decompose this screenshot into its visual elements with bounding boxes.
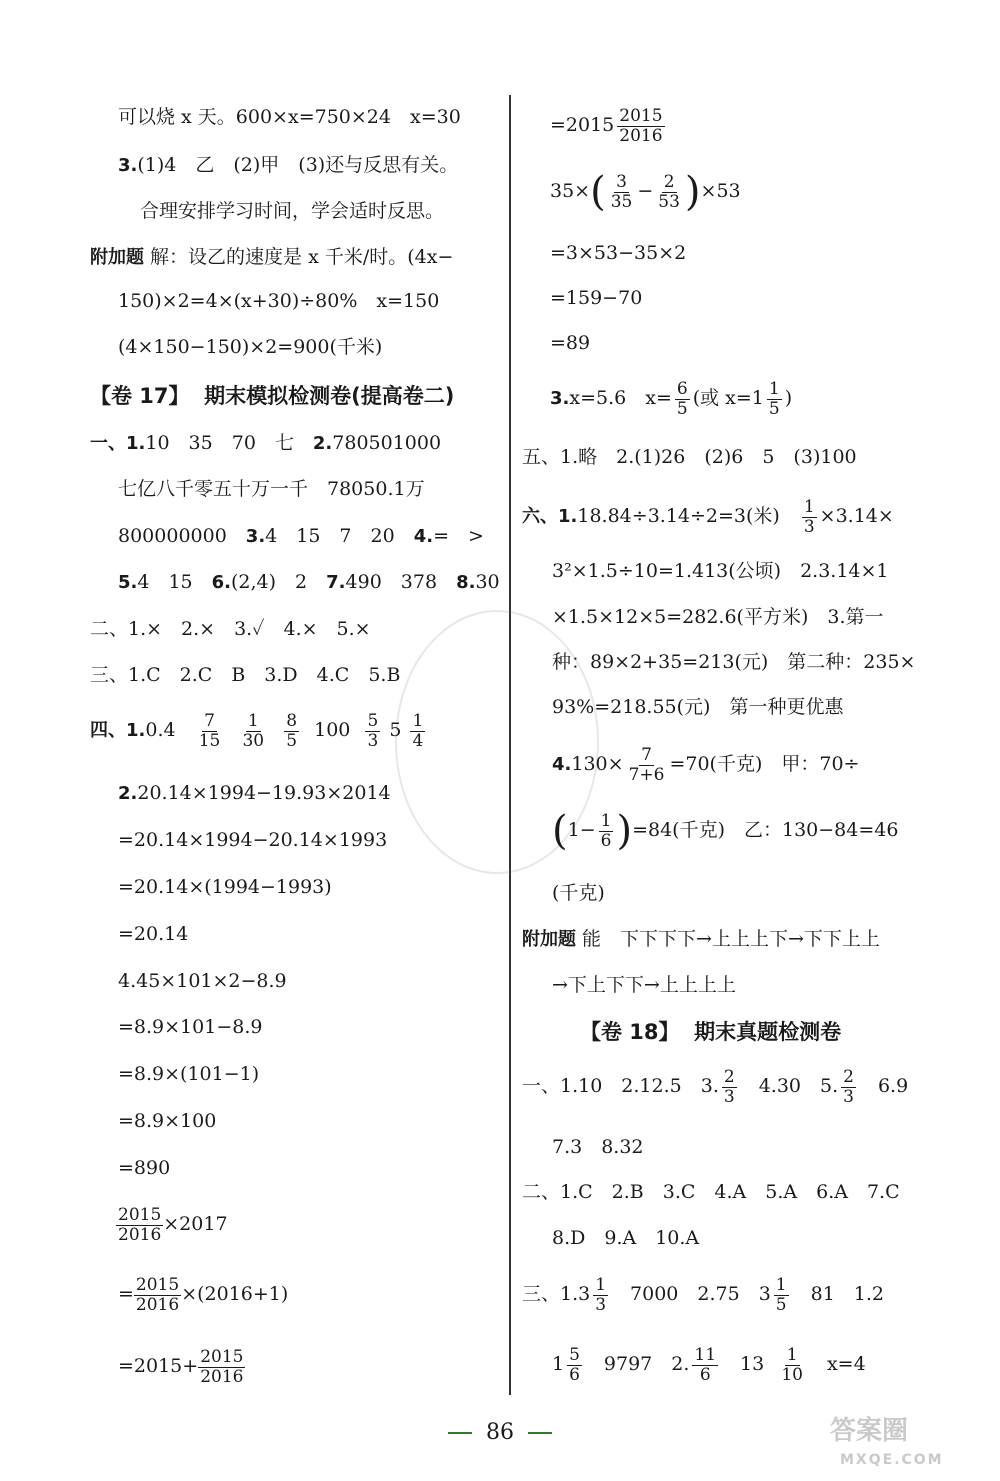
answer-text: 490 378 [345, 571, 457, 593]
answer-text: 35× [550, 180, 591, 203]
answer-text: ×53 [700, 180, 741, 203]
section-label: 【卷 18】 [580, 1020, 680, 1044]
item-number: 2. [118, 783, 138, 804]
fraction: $\frac{1}{4}$ [412, 711, 424, 751]
line [118, 784, 391, 803]
line: ×1.5×12×5=282.6(平方米) 3.第一 [552, 606, 884, 628]
line: 7.3 8.32 [552, 1136, 644, 1158]
answer-text: =70(千克) 甲：70÷ [669, 753, 860, 776]
page-number-dash [448, 1432, 472, 1434]
answer-text: 6.9 [858, 1075, 909, 1098]
fraction: $\frac{2015}{2016}$ [118, 1205, 162, 1245]
answer-text: ×3.14× [819, 505, 894, 528]
fraction: $\frac{7}{7+6}$ [628, 745, 665, 785]
line: 七亿八千零五十万一千 78050.1万 [118, 478, 425, 500]
section-heading-18 [580, 1022, 841, 1043]
line [118, 527, 484, 546]
answer-text: x=4 [807, 1353, 866, 1376]
fraction: $\frac{2}{53}$ [658, 172, 680, 212]
line [552, 808, 899, 855]
line: 3²×1.5÷10=1.413(公顷) 2.3.14×1 [552, 560, 889, 582]
section-title: 期末真题检测卷 [694, 1020, 842, 1044]
line: =89 [550, 332, 591, 354]
line [522, 1068, 908, 1106]
item-number: 4. [413, 526, 434, 547]
line [522, 498, 894, 536]
answer-text: = [118, 1283, 134, 1306]
line: (4×150−150)×2=900(千米) [118, 336, 383, 358]
line: 4.45×101×2−8.9 [118, 970, 287, 992]
answer-text: =84(千克) 乙：130−84=46 [632, 819, 899, 842]
fraction: $\frac{11}{6}$ [694, 1345, 717, 1385]
line: 可以烧 x 天。600×x=750×24 x=30 [118, 106, 461, 128]
answer-text: =2015 [550, 114, 615, 137]
line: 合理安排学习时间，学会适时反思。 [140, 200, 445, 222]
answer-text: = > [433, 525, 484, 547]
line [552, 1346, 866, 1384]
answer-text: 800000000 [118, 525, 246, 547]
fraction: $\frac{3}{35}$ [610, 172, 633, 212]
line: 93%=218.55(元) 第一种更优惠 [552, 696, 844, 718]
line: =159−70 [550, 287, 643, 309]
paren: ( [590, 169, 606, 216]
line: 三、1.C 2.C B 3.D 4.C 5.B [90, 664, 401, 686]
fraction: $\frac{1}{30}$ [242, 711, 265, 751]
paren: ) [616, 808, 633, 855]
line [522, 1276, 884, 1314]
watermark-logo: 答案圈 [830, 1416, 909, 1446]
line [550, 380, 792, 418]
answer-text: 0.4 [145, 719, 176, 742]
item-number: 四、1. [90, 720, 146, 742]
answer-text: =2015+ [118, 1355, 199, 1378]
answer-text: 7000 2.75 3 [611, 1283, 771, 1306]
line: 种：89×2+35=213(元) 第二种：235× [552, 651, 916, 673]
item-number: 六、1. [522, 506, 578, 528]
page-number-text: 86 [486, 1420, 514, 1445]
item-number: 6. [211, 572, 232, 593]
line [118, 1276, 288, 1314]
fraction: $\frac{2015}{2016}$ [200, 1347, 244, 1387]
answer-text: 4 15 [137, 571, 212, 593]
answer-text: 9797 2. [584, 1353, 690, 1376]
answer-text: 解：设乙的速度是 x 千米/时。(4x− [150, 246, 454, 268]
line: =3×53−35×2 [550, 242, 687, 264]
answer-text: x=5.6 x= [569, 387, 672, 410]
line: 二、1.C 2.B 3.C 4.A 5.A 6.A 7.C [522, 1181, 900, 1203]
section-title: 期末模拟检测卷(提高卷二) [204, 384, 455, 408]
answer-text: 三、1.3 [522, 1283, 591, 1306]
item-number: 8. [456, 572, 476, 593]
answer-text: 1 [552, 1353, 565, 1376]
line: =8.9×(101−1) [118, 1063, 260, 1085]
fraction: $\frac{1}{10}$ [781, 1345, 803, 1385]
answer-text: ) [784, 387, 793, 410]
fraction: $\frac{8}{5}$ [286, 711, 298, 751]
fraction: $\frac{1}{3}$ [803, 497, 815, 537]
answer-text: 130× [571, 753, 624, 776]
line [90, 434, 441, 453]
fraction: $\frac{2}{3}$ [843, 1067, 854, 1107]
line: =20.14×1994−20.14×1993 [118, 829, 388, 851]
answer-text: 30 [475, 571, 500, 593]
answer-text: ×2017 [163, 1213, 228, 1236]
fraction: $\frac{6}{5}$ [676, 379, 688, 419]
page-number-dash [528, 1432, 552, 1434]
line [116, 1206, 228, 1244]
line [118, 573, 500, 592]
fraction: $\frac{2015}{2016}$ [619, 106, 663, 146]
fraction: $\frac{1}{5}$ [768, 379, 780, 419]
answer-text: 13 [721, 1353, 765, 1376]
answer-text: 4 15 7 20 [265, 525, 414, 547]
bonus-label: 附加题 [90, 247, 144, 268]
line: =8.9×100 [118, 1110, 217, 1132]
answer-text: 能 下下下下→上上上下→下下上上 [582, 928, 880, 950]
answer-text: 一、1.10 2.12.5 3. [522, 1075, 719, 1098]
line [550, 107, 668, 145]
item-number: 3. [245, 526, 266, 547]
fraction: $\frac{5}{3}$ [367, 711, 379, 751]
line: =20.14×(1994−1993) [118, 876, 332, 898]
item-number: 一、1. [90, 433, 146, 454]
line [550, 169, 741, 216]
line: 8.D 9.A 10.A [552, 1227, 700, 1249]
line: (千克) [552, 882, 605, 904]
line: →下上下下→上上上上 [552, 974, 736, 996]
answer-text: 1− [567, 819, 596, 842]
item-number: 2. [312, 433, 333, 454]
line: =890 [118, 1157, 171, 1179]
line: =8.9×101−8.9 [118, 1016, 263, 1038]
item-number: 4. [552, 754, 572, 776]
section-heading-17 [90, 386, 454, 407]
fraction: $\frac{2}{3}$ [723, 1067, 735, 1107]
answer-text: (或 x=1 [692, 387, 764, 410]
fraction: $\frac{2015}{2016}$ [135, 1275, 180, 1315]
section-label: 【卷 17】 [90, 384, 190, 408]
operator: − [637, 180, 654, 203]
bonus-label: 附加题 [522, 929, 576, 950]
item-number: 3. [550, 388, 570, 410]
answer-text: (1)4 乙 (2)甲 (3)还与反思有关。 [137, 154, 459, 176]
line [552, 746, 859, 784]
fraction: $\frac{1}{5}$ [775, 1275, 787, 1315]
line [90, 248, 453, 267]
answer-text: 4.30 5. [739, 1075, 839, 1098]
fraction: $\frac{7}{15}$ [198, 711, 221, 751]
item-number: 7. [326, 572, 346, 593]
line: 150)×2=4×(x+30)÷80% x=150 [118, 290, 440, 312]
line [118, 1348, 245, 1386]
answer-text: 5 [389, 719, 402, 742]
fraction: $\frac{5}{6}$ [569, 1345, 580, 1385]
line [118, 156, 458, 175]
item-number: 3. [118, 155, 138, 176]
item-number: 5. [118, 572, 138, 593]
answer-text: 18.84÷3.14÷2=3(米) [577, 505, 799, 528]
fraction: $\frac{1}{6}$ [600, 811, 612, 851]
line: 五、1.略 2.(1)26 (2)6 5 (3)100 [522, 446, 857, 468]
fraction: $\frac{1}{3}$ [595, 1275, 607, 1315]
line [90, 712, 428, 750]
paren: ( [552, 808, 568, 855]
answer-text: (2,4) 2 [231, 571, 327, 593]
answer-text: 10 35 70 七 [145, 432, 313, 454]
answer-text: 100 [314, 719, 351, 742]
line: 二、1.× 2.× 3.✓ 4.× 5.× [90, 618, 371, 640]
line [522, 930, 880, 949]
watermark-url: MXQE.COM [840, 1452, 944, 1468]
line: =20.14 [118, 923, 189, 945]
answer-text: ×(2016+1) [181, 1283, 289, 1306]
answer-text: 81 1.2 [791, 1283, 885, 1306]
answer-text: 20.14×1994−19.93×2014 [137, 782, 391, 804]
paren: ) [684, 169, 701, 216]
answer-text: 780501000 [332, 432, 442, 454]
